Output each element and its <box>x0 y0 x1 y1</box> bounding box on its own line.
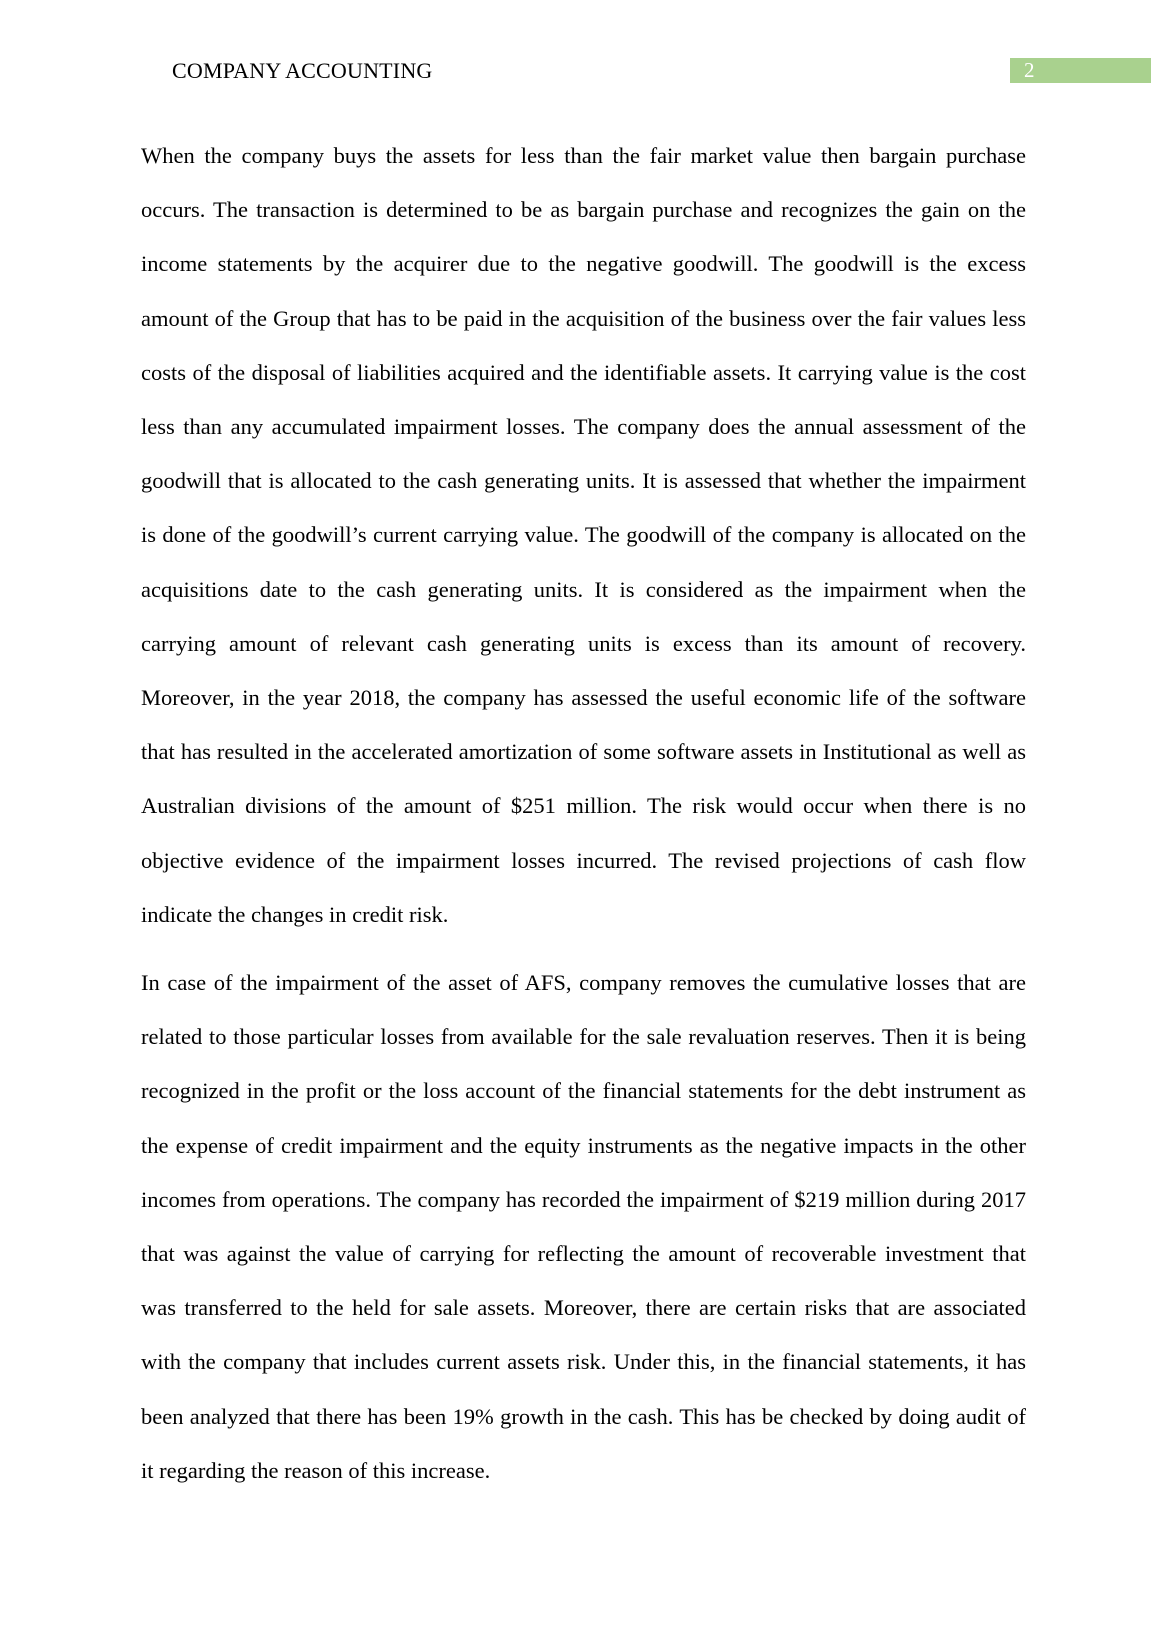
page-number-badge <box>1010 58 1151 83</box>
paragraph-goodwill: When the company buys the assets for less than the fair market value then bargain purchase occurs. The transaction is determined to be as bargain purchase and recognizes the gain on the income statements by the acquirer due to the negative goodwill. The goodwill is the excess amount of the Group that has to be paid in the acquisition of the business over the fair values less costs of the disposal of liabilities acquired and the identifiable assets. It carrying value is the cost less than any accumulated impairment losses. The company does the annual assessment of the goodwill that is allocated to the cash generating units. It is assessed that whether the impairment is done of the goodwill’s current carrying value. The goodwill of the company is allocated on the acquisitions date to the cash generating units. It is considered as the impairment when the carrying amount of relevant cash generating units is excess than its amount of recovery. Moreover, in the year 2018, the company has assessed the useful economic life of the software that has resulted in the accelerated amortization of some software assets in Institutional as well as Australian divisions of the amount of $251 million. The risk would occur when there is no objective evidence of the impairment losses incurred. The revised projections of cash flow indicate the changes in credit risk. <box>141 143 1026 927</box>
paragraph-impairment: In case of the impairment of the asset of AFS, company removes the cumulative losses that are related to those particular losses from available for the sale revaluation reserves. Then it is being recognized in the profit or the loss account of the financial statements for the debt instrument as the expense of credit impairment and the equity instruments as the negative impacts in the other incomes from operations. The company has recorded the impairment of $219 million during 2017 that was against the value of carrying for reflecting the amount of recoverable investment that was transferred to the held for sale assets. Moreover, there are certain risks that are associated with the company that includes current assets risk. Under this, in the financial statements, it has been analyzed that there has been 19% growth in the cash. This has be checked by doing audit of it regarding the reason of this increase. <box>141 970 1026 1483</box>
document-body <box>141 129 1026 1498</box>
page-number: 2 <box>1024 58 1035 82</box>
running-header-title: COMPANY ACCOUNTING <box>172 58 433 83</box>
